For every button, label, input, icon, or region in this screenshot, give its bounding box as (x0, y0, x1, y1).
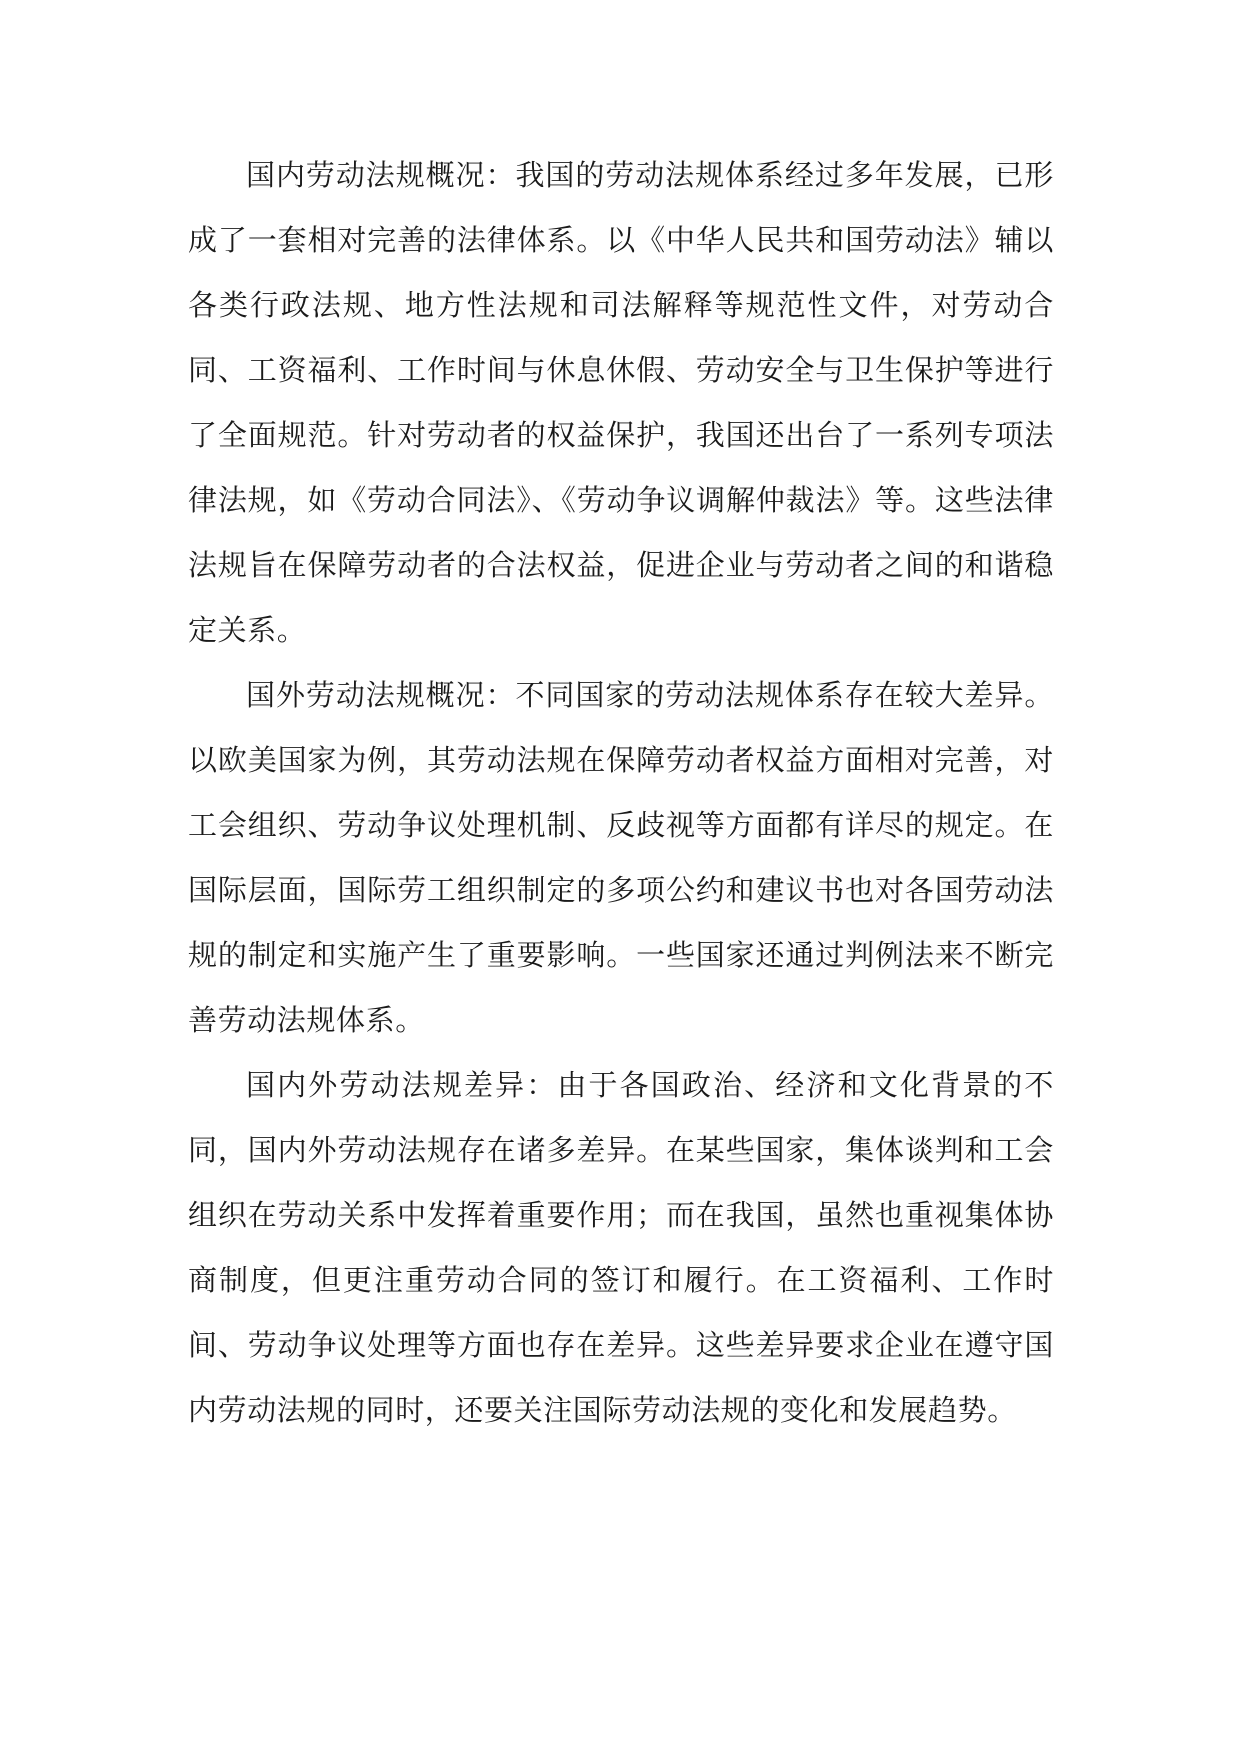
paragraph-foreign-labor-law: 国外劳动法规概况：不同国家的劳动法规体系存在较大差异。以欧美国家为例，其劳动法规在保障劳动者权益方面相对完善，对工会组织、劳动争议处理机制、反歧视等方面都有详尽的规定。在国际层面，国际劳工组织制定的多项公约和建议书也对各国劳动法规的制定和实施产生了重要影响。一些国家还通过判例法来不断完善劳动法规体系。 (188, 678, 1054, 1037)
paragraph-labor-law-differences: 国内外劳动法规差异：由于各国政治、经济和文化背景的不同，国内外劳动法规存在诸多差异。在某些国家，集体谈判和工会组织在劳动关系中发挥着重要作用；而在我国，虽然也重视集体协商制度，但更注重劳动合同的签订和履行。在工资福利、工作时间、劳动争议处理等方面也存在差异。这些差异要求企业在遵守国内劳动法规的同时，还要关注国际劳动法规的变化和发展趋势。 (188, 1068, 1054, 1427)
document-body (188, 143, 1054, 1443)
paragraph-domestic-labor-law: 国内劳动法规概况：我国的劳动法规体系经过多年发展，已形成了一套相对完善的法律体系。以《中华人民共和国劳动法》辅以各类行政法规、地方性法规和司法解释等规范性文件，对劳动合同、工资福利、工作时间与休息休假、劳动安全与卫生保护等进行了全面规范。针对劳动者的权益保护，我国还出台了一系列专项法律法规，如《劳动合同法》、《劳动争议调解仲裁法》等。这些法律法规旨在保障劳动者的合法权益，促进企业与劳动者之间的和谐稳定关系。 (188, 158, 1054, 647)
